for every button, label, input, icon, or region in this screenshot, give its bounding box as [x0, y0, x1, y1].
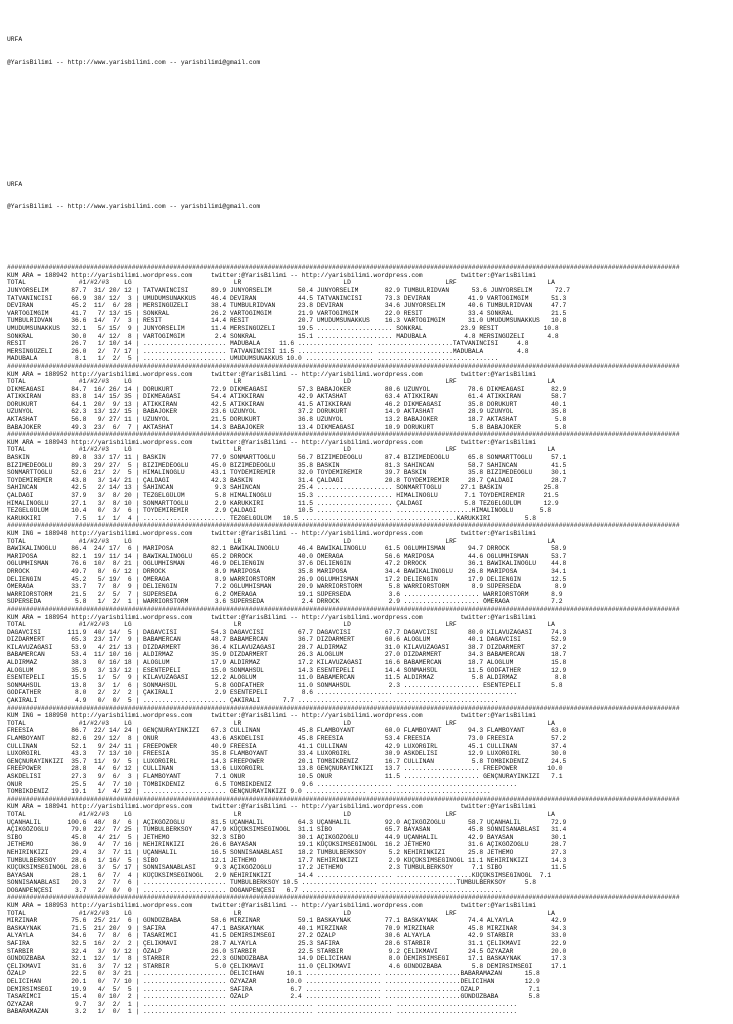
- result-row: MIRZINAR 75.6 25/ 21/ 6 | GÜNDÜZBABA 58.6 MIRZINAR 59.1 BASKAYNAK 77.1 BASKAYNAK 74.4 ALYAYLA 42.9: [7, 917, 567, 925]
- result-row: GÜNDÜZBABA 32.1 12/ 1/ 8 | STARBIR 22.3 GÜNDÜZBABA 14.9 DELICIHAN 8.0 DEMIRSIMSEGI 17.1 BASKAYNAK 17.3: [7, 955, 567, 963]
- separator-line: ##################################################################################################################################################################################: [7, 522, 680, 530]
- result-row: RESIT 26.7 1/ 10/ 14 | ...................... MADUBALA 11.6 .................... ....................TATVANINCISI 4.8: [7, 340, 529, 348]
- column-header: TOTAL #1/#2/#3 LG LR LD LRF LA: [7, 279, 555, 287]
- race-header: KUM ARA = 188954 http://yarisbilimi.wordpress.com twitter:@YarisBilimi -- http://yarisbilimi.wordpress.com twitter:@YarisBilimi: [7, 613, 537, 621]
- result-row: VARTOGIMGIM 41.7 7/ 13/ 15 | SONKRAL 26.2 VARTOGIMGIM 21.9 VARTOGIMGIM 22.0 RESIT 33.4 SONKRAL 21.5: [7, 309, 567, 317]
- header-contact: @YarisBilimi -- http://www.yarisbilimi.com -- yarisbilimi@gmail.com: [7, 203, 261, 211]
- result-row: BAWIKALINOGLU 86.4 24/ 17/ 6 | MARIPOSA 82.1 BAWIKALINOGLU 46.4 BAWIKALINOGLU 61.5 OGLUMHISMAN 94.7 DRROCK 58.9: [7, 545, 567, 553]
- result-row: DOGANPENÇESI 3.7 2/ 0/ 0 | ...................... DOGANPENÇESI 6.7 .................... ................................: [7, 886, 503, 894]
- column-header: TOTAL #1/#2/#3 LG LR LD LRF LA: [7, 810, 555, 818]
- result-row: TUMBULRIDVAN 36.6 14/ 7/ 3 | RESIT 14.4 RESIT 20.7 UMUDUMSUNAKKUS 16.3 VARTOGIMGIM 31.0 UMUDUMSUNAKKUS 10.8: [7, 317, 567, 325]
- result-row: ASKDELISI 27.3 9/ 6/ 3 | FLAMBOYANT 7.1 ONUR 10.5 ONUR 11.5 .................... GENÇNURAYINKIZI 7.1: [7, 772, 563, 780]
- race-header: KUM ARA = 188941 http://yarisbilimi.wordpress.com twitter:@YarisBilimi -- http://yarisbilimi.wordpress.com twitter:@YarisBilimi: [7, 803, 537, 811]
- column-header: TOTAL #1/#2/#3 LG LR LD LRF LA: [7, 378, 555, 386]
- race-header: KUM ING = 188950 http://yarisbilimi.wordpress.com twitter:@YarisBilimi -- http://yarisbilimi.wordpress.com twitter:@YarisBilimi: [7, 712, 537, 720]
- race-report: [7, 264, 733, 1016]
- result-row: OGLUMHISMAN 76.6 10/ 8/ 21 | OGLUMHISMAN 46.9 DELIENGIN 37.6 DELIENGIN 47.2 DRROCK 36.1 BAWIKALINOGLU 44.8: [7, 560, 567, 568]
- result-row: WARRIORSTORM 21.5 2/ 5/ 7 | SÜPERSEDA 6.2 ÖMERAGA 19.1 SÜPERSEDA 3.6 .................... WARRIORSTORM 8.9: [7, 590, 563, 598]
- result-row: DEVIRAN 45.2 11/ 6/ 28 | MERSINGÜZELI 38.4 TUMBULRIDVAN 23.8 DEVIRAN 34.6 JUNYORSELIM 40.6 TUMBULRIDVAN 47.7: [7, 302, 567, 310]
- result-row: KARUKKIRI 7.5 1/ 1/ 4 | ...................... TEZGELGÜLÜM 10.5 .................... ....................KARUKKIRI 5.8: [7, 514, 537, 522]
- column-header: TOTAL #1/#2/#3 LG LR LD LRF LA: [7, 537, 555, 545]
- result-row: HIMALINOGLU 27.1 3/ 8/ 10 | SONMARTTOGLU 2.9 KARUKKIRI 11.5 .................... ÇALDAGI 5.8 TEZGELGÜLÜM 12.9: [7, 499, 559, 507]
- result-row: ÇELIKMAVI 31.6 3/ 7/ 12 | STARBIR 5.0 ÇELIKMAVI 11.0 ÇELIKMAVI 4.6 GÜNDÜZBABA 5.8 DEMIRSIMSEGI 17.1: [7, 962, 567, 970]
- result-row: ALYAYLA 34.6 7/ 8/ 6 | TASARIMCI 41.5 DEMIRSIMSEGI 27.2 ÖZALP 30.6 ALYAYLA 42.9 STARBIR 33.0: [7, 932, 567, 940]
- document-header-2: [7, 165, 733, 226]
- separator-line: ##################################################################################################################################################################################: [7, 362, 680, 370]
- race-header: KUM ARA = 188942 http://yarisbilimi.wordpress.com twitter:@YarisBilimi -- http://yarisbilimi.wordpress.com twitter:@YarisBilimi: [7, 271, 537, 279]
- column-header: TOTAL #1/#2/#3 LG LR LD LRF LA: [7, 719, 555, 727]
- result-row: KÜÇÜKSIMSEGINOGL 28.6 3/ 5/ 17 | SONNISANABLASI 9.3 AÇIKGÖZOGLU 17.2 JETHEMO 2.3 TUMBULBERKSOY 7.1 SIBO 11.5: [7, 864, 567, 872]
- separator-line: ##################################################################################################################################################################################: [7, 795, 680, 803]
- column-header: TOTAL #1/#2/#3 LG LR LD LRF LA: [7, 446, 555, 454]
- result-row: KILAVUZAGASI 53.9 4/ 21/ 13 | DIZDARMERT 36.4 KILAVUZAGASI 28.7 ALDIRMAZ 31.0 KILAVUZAGASI 38.7 DIZDARMERT 37.2: [7, 643, 567, 651]
- column-header: TOTAL #1/#2/#3 LG LR LD LRF LA: [7, 909, 555, 917]
- result-row: SÜPERSEDA 5.8 1/ 2/ 1 | WARRIORSTORM 3.6 SÜPERSEDA 2.4 DRROCK 2.9 .................... ÖMERAGA 7.2: [7, 598, 563, 606]
- result-row: ONUR 25.5 4/ 7/ 10 | TOMBIKDENIZ 6.5 TOMBIKDENIZ 9.6 .................... ................................: [7, 780, 518, 788]
- result-row: ÇALDAGI 37.9 3/ 8/ 20 | TEZGELGÜLÜM 5.8 HIMALINOGLU 15.3 .................... HIMALINOGLU 7.1 TOYDEMIREMIR 21.5: [7, 492, 559, 499]
- result-row: TEZGELGÜLÜM 10.4 0/ 3/ 6 | TOYDEMIREMIR 2.9 ÇALDAGI 10.5 .................... ....................HIMALINOGLU 5.8: [7, 507, 552, 515]
- result-row: SONKRAL 30.0 4/ 12/ 8 | VARTOGIMGIM 2.4 SONKRAL 15.1 .................... MADUBALA 4.8 MERSINGÜZELI 4.8: [7, 332, 559, 340]
- result-row: SAFIRA 32.5 16/ 2/ 2 | ÇELIKMAVI 28.7 ALYAYLA 25.3 SAFIRA 28.6 STARBIR 31.1 ÇELIKMAVI 22.9: [7, 940, 567, 948]
- blank-line: [7, 97, 733, 105]
- result-row: TATVANINCISI 66.9 38/ 12/ 3 | UMUDUMSUNAKKUS 46.4 DEVIRAN 44.5 TATVANINCISI 73.3 DEVIRAN 41.9 VARTOGIMGIM 51.3: [7, 294, 567, 302]
- document-header-1: [7, 21, 733, 82]
- column-header: TOTAL #1/#2/#3 LG LR LD LRF LA: [7, 621, 555, 629]
- result-row: TOMBIKDENIZ 19.1 1/ 4/ 12 | ...................... GENÇNURAYINKIZI 9.0 ................ ................................: [7, 788, 491, 796]
- result-row: BASKAYNAK 71.5 21/ 20/ 9 | SAFIRA 47.1 BASKAYNAK 40.1 MIRZINAR 70.9 MIRZINAR 45.8 MIRZINAR 34.3: [7, 924, 567, 932]
- race-header: KUM ARA = 188952 http://yarisbilimi.wordpress.com twitter:@YarisBilimi -- http://yarisbilimi.wordpress.com twitter:@YarisBilimi: [7, 370, 537, 378]
- result-row: BIZIMEDEOGLU 89.3 29/ 27/ 5 | BIZIMEDEOGLU 45.0 BIZIMEDEOGLU 35.8 BASKIN 81.3 SAHINCAN 58.7 SAHINCAN 41.5: [7, 461, 567, 469]
- result-row: BABAMERCAN 53.4 11/ 10/ 16 | ALDIRMAZ 35.9 DIZDARMERT 26.3 ALOGLUM 27.0 DIZDARMERT 34.3 BABAMERCAN 18.7: [7, 651, 567, 659]
- result-row: TOYDEMIREMIR 43.8 3/ 14/ 21 | ÇALDAGI 42.3 BASKIN 31.4 ÇALDAGI 20.8 TOYDEMIREMIR 28.7 ÇALDAGI 28.7: [7, 476, 567, 484]
- result-row: FREESIA 86.7 22/ 14/ 24 | GENÇNURAYINKIZI 67.3 CULLINAN 45.8 FLAMBOYANT 60.0 FLAMBOYANT 94.3 FLAMBOYANT 63.0: [7, 727, 567, 735]
- result-row: JETHEMO 36.9 4/ 7/ 16 | NEHIRINKIZI 26.6 BAYASAN 19.1 KÜÇÜKSIMSEGINOGL 16.2 JETHEMO 31.6 AÇIKGÖZOGLU 28.7: [7, 841, 567, 849]
- separator-line: ##################################################################################################################################################################################: [7, 264, 680, 272]
- header-title: URFA: [7, 180, 23, 188]
- result-row: STARBIR 32.4 3/ 9/ 12 | ÖZALP 26.0 STARBIR 22.5 STARBIR 9.2 ÇELIKMAVI 24.5 ÖZYAZAR 20.0: [7, 947, 567, 955]
- result-row: DELIENGIN 45.2 5/ 19/ 6 | ÖMERAGA 8.9 WARRIORSTORM 26.9 OGLUMHISMAN 17.2 DELIENGIN 17.9 DELIENGIN 12.5: [7, 575, 567, 583]
- result-row: DRROCK 49.7 8/ 6/ 12 | DRROCK 8.9 MARIPOSA 35.8 MARIPOSA 34.4 BAWIKALINOGLU 26.8 MARIPOSA 34.1: [7, 567, 567, 575]
- result-row: DAGAVCISI 111.9 40/ 14/ 5 | DAGAVCISI 54.3 DAGAVCISI 67.7 DAGAVCISI 67.7 DAGAVCISI 80.0 KILAVUZAGASI 74.3: [7, 628, 567, 636]
- result-row: CULLINAN 52.1 9/ 24/ 11 | FREEPOWER 40.9 FREESIA 41.1 CULLINAN 42.9 LUXORGIRL 45.1 CULLINAN 37.4: [7, 742, 567, 750]
- result-row: AÇIKGÖZOGLU 79.0 22/ 7/ 25 | TUMBULBERKSOY 47.9 KÜÇÜKSIMSEGINOGL 31.1 SIBO 65.7 BAYASAN 45.8 SONNISANABLASI 31.4: [7, 826, 567, 834]
- result-row: UÇANHALIL 100.6 48/ 8/ 6 | AÇIKGÖZOGLU 81.5 UÇANHALIL 64.3 UÇANHALIL 92.0 AÇIKGÖZOGLU 58.7 UÇANHALIL 72.9: [7, 818, 567, 826]
- separator-line: ##################################################################################################################################################################################: [7, 704, 680, 712]
- result-row: ÇAKIRALI 4.9 0/ 0/ 5 | ...................... ÇAKIRALI 7.7 .................... ................................: [7, 697, 499, 705]
- result-row: DIKMEAGASI 84.7 16/ 26/ 14 | DORUKURT 72.9 DIKMEAGASI 57.3 BABAJOKER 80.6 UZUNYOL 78.6 DIKMEAGASI 82.9: [7, 385, 567, 393]
- result-row: BASKIN 89.8 33/ 17/ 11 | BASKIN 77.9 SONMARTTOGLU 56.7 BIZIMEDEOGLU 87.4 BIZIMEDEOGLU 65.8 SONMARTTOGLU 57.1: [7, 454, 567, 462]
- header-title: URFA: [7, 36, 23, 44]
- result-row: GODFATHER 8.0 2/ 2/ 2 | ÇAKIRALI 2.9 ESENTEPELI 8.6 .................... ................................: [7, 689, 518, 697]
- result-row: ÖMERAGA 33.7 7/ 8/ 9 | DELIENGIN 7.2 OGLUMHISMAN 20.9 WARRIORSTORM 5.8 WARRIORSTORM 8.9 SÜPERSEDA 8.9: [7, 583, 567, 591]
- result-row: JUNYORSELIM 87.7 31/ 20/ 12 | TATVANINCISI 89.9 JUNYORSELIM 50.4 JUNYORSELIM 82.9 TUMBULRIDVAN 53.6 JUNYORSELIM 72.7: [7, 286, 571, 294]
- result-row: DORUKURT 64.1 20/ 9/ 13 | ATIKKIRAN 42.5 ATIKKIRAN 41.5 ATIKKIRAN 46.2 DIKMEAGASI 35.8 DORUKURT 40.1: [7, 400, 567, 408]
- result-row: SONNISANABLASI 20.3 2/ 7/ 6 | ...................... TUMBULBERKSOY 10.5 .................... ....................TUMBULBERKSOY 5.8: [7, 879, 537, 887]
- result-row: ALDIRMAZ 38.3 0/ 16/ 18 | ALOGLUM 17.9 ALDIRMAZ 17.2 KILAVUZAGASI 16.6 BABAMERCAN 18.7 ALOGLUM 15.8: [7, 659, 567, 667]
- result-row: BABARAMAZAN 3.2 1/ 0/ 1 | ...................... ...................... .................... ................................: [7, 1008, 518, 1016]
- result-row: ALOGLUM 35.9 3/ 13/ 12 | ESENTEPELI 15.0 SONMAHSÜL 14.3 ESENTEPELI 14.4 SONMAHSÜL 11.5 GODFATHER 12.9: [7, 666, 567, 674]
- result-row: SAHINCAN 42.5 2/ 14/ 13 | SAHINCAN 9.3 SAHINCAN 25.4 .................... SONMARTTOGLU 27.1 BASKIN 25.8: [7, 484, 559, 492]
- separator-line: ##################################################################################################################################################################################: [7, 431, 680, 439]
- result-row: FLAMBOYANT 82.6 29/ 12/ 8 | ONUR 43.6 ASKDELISI 45.8 FREESIA 53.4 FREESIA 73.0 FREESIA 57.2: [7, 735, 567, 742]
- result-row: TASARIMCI 15.4 0/ 10/ 2 | ...................... ÖZALP 2.4 .................... ....................GÜNDÜZBABA 5.8: [7, 993, 540, 1001]
- header-contact: @YarisBilimi -- http://www.yarisbilimi.com -- yarisbilimi@gmail.com: [7, 59, 261, 67]
- result-row: DELICIHAN 20.1 0/ 7/ 10 | ...................... ÖZYAZAR 10.0 .................... ....................DELICIHAN 12.9: [7, 978, 540, 985]
- result-row: BABAJOKER 49.3 23/ 6/ 7 | AKTASHAT 14.3 BABAJOKER 13.4 DIKMEAGASI 10.9 DORUKURT 5.8 BABAJOKER 5.8: [7, 423, 567, 431]
- result-row: BAYASAN 28.1 6/ 7/ 4 | KÜÇÜKSIMSEGINOGL 2.9 NEHIRINKIZI 14.4 .................... ....................KÜÇÜKSIMSEGINOGL 7.1: [7, 871, 552, 879]
- result-row: DIZDARMERT 65.3 23/ 17/ 9 | BABAMERCAN 48.7 BABAMERCAN 36.7 DIZDARMERT 60.6 ALOGLUM 40.1 DAGAVCISI 52.9: [7, 636, 567, 644]
- result-row: ÖZYAZAR 9.7 3/ 2/ 1 | ...................... ...................... .................... ................................: [7, 1000, 518, 1008]
- result-row: ÖZALP 22.5 0/ 3/ 21 | ...................... DELICIHAN 10.1 .................... ....................BABARAMAZAN 15.8: [7, 970, 540, 978]
- result-row: TUMBULBERKSOY 28.6 1/ 16/ 5 | SIBO 12.1 JETHEMO 17.7 NEHIRINKIZI 2.9 KÜÇÜKSIMSEGINOGL 11.1 NEHIRINKIZI 14.3: [7, 856, 567, 864]
- result-row: UMUDUMSUNAKKUS 32.1 5/ 15/ 9 | JUNYORSELIM 11.4 MERSINGÜZELI 19.5 .................... SONKRAL 23.9 RESIT 10.8: [7, 324, 559, 332]
- result-row: NEHIRINKIZI 29.4 3/ 7/ 11 | UÇANHALIL 16.5 SONNISANABLASI 18.2 TUMBULBERKSOY 5.2 NEHIRINKIZI 25.8 JETHEMO 27.3: [7, 848, 567, 856]
- result-row: MADUBALA 8.1 1/ 2/ 5 | ...................... UMUDUMSUNAKKUS 10.0 .................. ................................: [7, 355, 499, 363]
- result-row: MERSINGÜZELI 26.0 2/ 7/ 17 | ...................... TATVANINCISI 11.5 .................... ....................MADUBALA 4.8: [7, 347, 529, 355]
- result-row: LUXORGIRL 43.3 7/ 13/ 10 | FREESIA 35.8 FLAMBOYANT 33.4 LUXORGIRL 30.9 ASKDELISI 12.9 LUXORGIRL 30.0: [7, 750, 567, 758]
- blank-line: [7, 143, 733, 151]
- result-row: GENÇNURAYINKIZI 35.7 11/ 9/ 5 | LUXORGIRL 14.3 FREEPOWER 20.1 TOMBIKDENIZ 16.7 CULLINAN 5.8 TOMBIKDENIZ 24.5: [7, 757, 567, 765]
- result-row: FREEPOWER 28.8 4/ 6/ 12 | CULLINAN 13.6 LUXORGIRL 13.8 GENÇNURAYINKIZI 13.7 .................... FREEPOWER 10.0: [7, 765, 563, 773]
- result-row: DEMIRSIMSEGI 19.9 4/ 5/ 5 | ...................... SAFIRA 6.7 .................... ....................ÖZALP 7.1: [7, 985, 540, 993]
- result-row: ATIKKIRAN 83.8 14/ 15/ 35 | DIKMEAGASI 54.4 ATIKKIRAN 42.9 AKTASHAT 63.4 ATIKKIRAN 61.4 ATIKKIRAN 58.7: [7, 393, 567, 401]
- result-row: SIBO 45.8 4/ 21/ 5 | JETHEMO 32.3 SIBO 30.1 AÇIKGÖZOGLU 44.9 UÇANHALIL 42.9 BAYASAN 30.1: [7, 833, 567, 841]
- result-row: UZUNYOL 62.3 13/ 12/ 15 | BABAJOKER 23.6 UZUNYOL 37.2 DORUKURT 14.9 AKTASHAT 28.9 UZUNYOL 35.8: [7, 408, 567, 416]
- race-header: KUM ARA = 188943 http://yarisbilimi.wordpress.com twitter:@YarisBilimi -- http://yarisbilimi.wordpress.com twitter:@YarisBilimi: [7, 438, 537, 446]
- race-header: KUM ING = 188948 http://yarisbilimi.wordpress.com twitter:@YarisBilimi -- http://yarisbilimi.wordpress.com twitter:@YarisBilimi: [7, 529, 537, 537]
- blank-line: [7, 241, 733, 249]
- separator-line: ##################################################################################################################################################################################: [7, 605, 680, 613]
- result-row: ESENTEPELI 15.5 1/ 5/ 9 | KILAVUZAGASI 12.2 ALOGLUM 11.0 BABAMERCAN 11.5 ALDIRMAZ 5.8 ALDIRMAZ 8.8: [7, 674, 567, 682]
- separator-line: ##################################################################################################################################################################################: [7, 894, 680, 902]
- result-row: SONMAHSÜL 13.8 3/ 1/ 6 | SONMAHSÜL 5.8 GODFATHER 11.0 SONMAHSÜL 2.3 .................... ESENTEPELI 5.8: [7, 681, 563, 689]
- blank-line: [7, 120, 733, 128]
- race-header: KUM ARA = 188953 http://yarisbilimi.wordpress.com twitter:@YarisBilimi -- http://yarisbilimi.wordpress.com twitter:@YarisBilimi: [7, 902, 537, 910]
- result-row: AKTASHAT 56.8 9/ 27/ 11 | UZUNYOL 21.5 DORUKURT 36.8 UZUNYOL 13.2 BABAJOKER 18.7 AKTASHAT 5.8: [7, 416, 567, 424]
- result-row: MARIPOSA 82.1 19/ 11/ 14 | BAWIKALINOGLU 65.2 DRROCK 40.0 ÖMERAGA 56.6 MARIPOSA 44.6 OGLUMHISMAN 53.7: [7, 552, 567, 560]
- result-row: SONMARTTOGLU 52.6 21/ 2/ 5 | HIMALINOGLU 43.1 TOYDEMIREMIR 32.0 TOYDEMIREMIR 39.7 BASKIN 35.8 BIZIMEDEOGLU 30.1: [7, 469, 567, 477]
